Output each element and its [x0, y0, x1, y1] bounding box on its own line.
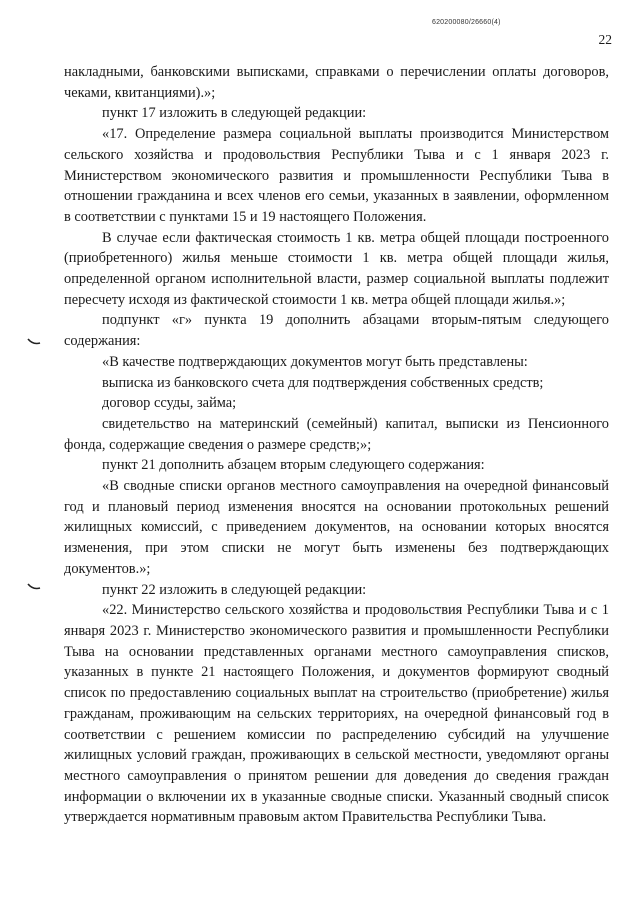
page-number: 22	[598, 32, 612, 47]
paragraph: В случае если фактическая стоимость 1 кв. метра общей площади построенного (приобретенного) жилья меньше стоимости 1 кв. метра общей площади жилья, определенной органом исполнительной власти, размер социальной выплаты подлежит пересчету исходя из фактической стоимости 1 кв. метра общей площади жилья.»;	[64, 229, 609, 308]
document-body	[64, 62, 609, 828]
paragraph: выписка из банковского счета для подтверждения собственных средств;	[102, 374, 544, 391]
paragraph: «17. Определение размера социальной выплаты производится Министерством сельского хозяйства и продовольствия Республики Тыва и с 1 января 2023 г. Министерством экономического развития и промышленности Республики Тыва в отношении гражданина и всех членов его семьи, указанных в заявлении, оформленном в соответствии с пунктами 15 и 19 настоящего Положения.	[64, 126, 609, 225]
margin-tick-mark-icon	[27, 583, 41, 591]
paragraph: «В качестве подтверждающих документов могут быть представлены:	[102, 353, 528, 370]
paragraph: подпункт «г» пункта 19 дополнить абзацами вторым-пятым следующего содержания:	[64, 312, 609, 350]
paragraph: пункт 22 изложить в следующей редакции:	[102, 581, 367, 598]
margin-tick-mark-icon	[27, 338, 41, 346]
paragraph: пункт 17 изложить в следующей редакции:	[102, 105, 367, 122]
paragraph: свидетельство на материнский (семейный) капитал, выписки из Пенсионного фонда, содержащие сведения о размере средств;»;	[64, 415, 609, 453]
paragraph: пункт 21 дополнить абзацем вторым следующего содержания:	[102, 457, 485, 474]
paragraph: «22. Министерство сельского хозяйства и продовольствия Республики Тыва и с 1 января 2023 г. Министерство экономического развития и промышленности Республики Тыва на основании представленных органами местного самоуправления списков, указанных в пункте 21 настоящего Положения, и документов формируют сводный список по предоставлению социальных выплат на строительство (приобретение) жилья гражданам, проживающим на сельских территориях, на очередной финансовый год в соответствии с решением комиссии по распределению субсидий на улучшение жилищных условий граждан, проживающих в сельской местности, уведомляют органы местного самоуправления о принятом решении для доведения до сведения граждан информации о включении их в указанные сводные списки. Указанный сводный список утверждается нормативным правовым актом Правительства Республики Тыва.	[64, 602, 609, 826]
paragraph: договор ссуды, займа;	[102, 395, 237, 412]
paragraph-continuation: накладными, банковскими выписками, справками о перечислении оплаты договоров, чеками, квитанциями).»;	[64, 64, 609, 101]
document-id: 620200080/26660(4)	[432, 19, 501, 26]
paragraph: «В сводные списки органов местного самоуправления на очередной финансовый год и плановый период изменения вносятся на основании протокольных решений жилищных комиссий, с приведением документов, на основании которых вносятся изменения, при этом списки не могут быть изменены без подтверждающих документов.»;	[64, 478, 609, 577]
